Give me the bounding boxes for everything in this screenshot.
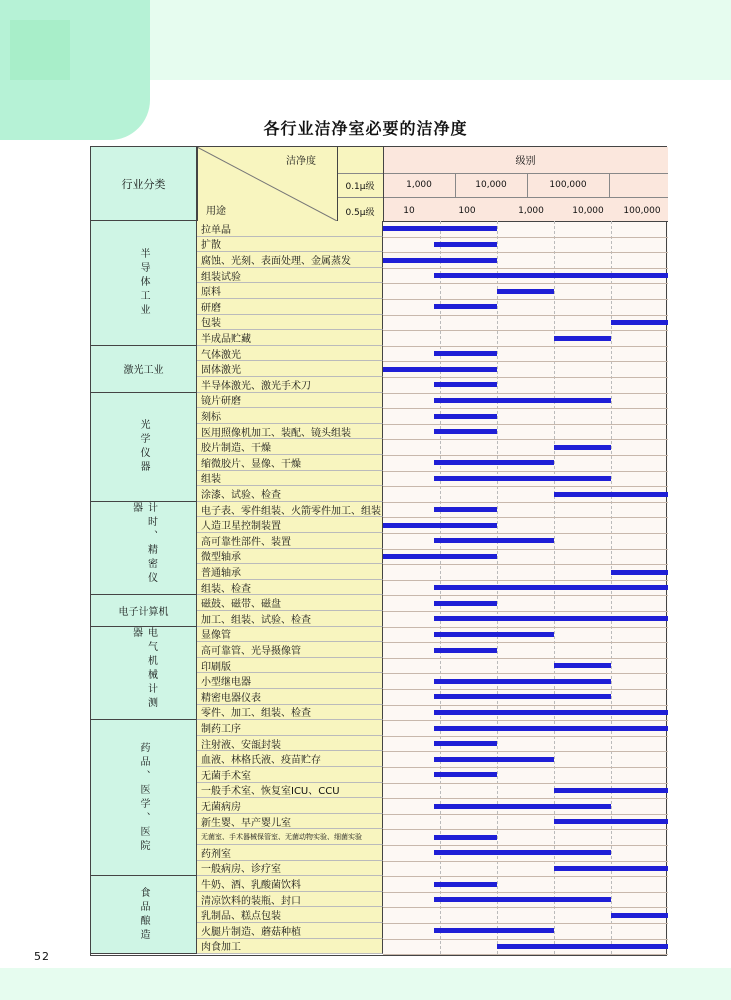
range-bar: [554, 336, 611, 341]
range-bar: [434, 710, 668, 715]
row-grid-line: [383, 814, 668, 815]
usage-cell: 零件、加工、组装、检查: [197, 705, 383, 721]
row-grid-line: [383, 408, 668, 409]
header-cleanliness: 洁净度: [286, 155, 316, 167]
range-bar: [611, 570, 668, 575]
header-row2-label: 0.5μ级: [345, 207, 375, 218]
range-bar: [611, 320, 668, 325]
usage-cell: 半成品贮藏: [197, 330, 383, 346]
usage-cell: 半导体激光、激光手术刀: [197, 377, 383, 393]
header-level: 级别: [515, 155, 536, 167]
header-vline-4: [455, 173, 456, 197]
usage-cell: 无菌手术室: [197, 767, 383, 783]
row-grid-line: [383, 751, 668, 752]
range-bar: [434, 476, 611, 481]
row-grid-line: [383, 564, 668, 565]
range-bar: [434, 585, 668, 590]
usage-cell: 微型轴承: [197, 549, 383, 565]
row-grid-line: [383, 892, 668, 893]
tick-row2-10000: 10,000: [572, 206, 604, 216]
row-grid-line: [383, 377, 668, 378]
usage-cell: 药剂室: [197, 845, 383, 861]
header-vline-3: [383, 147, 384, 221]
usage-cell: 新生婴、早产婴儿室: [197, 814, 383, 830]
range-bar: [383, 523, 497, 528]
usage-cell: 刻标: [197, 408, 383, 424]
row-grid-line: [383, 361, 668, 362]
range-bar: [434, 507, 497, 512]
row-grid-line: [383, 767, 668, 768]
corner-inner: [10, 20, 70, 80]
row-grid-line: [383, 237, 668, 238]
usage-cell: 一般病房、诊疗室: [197, 861, 383, 877]
row-grid-line: [383, 580, 668, 581]
range-bar: [434, 757, 554, 762]
category-cell: 电气机械计测器: [91, 627, 197, 721]
range-bar: [434, 741, 497, 746]
range-bar: [434, 538, 554, 543]
usage-cell: 镜片研磨: [197, 393, 383, 409]
usage-cell: 电子表、零件组装、火箭零件加工、组装: [197, 502, 383, 518]
usage-cell: 磁鼓、磁带、磁盘: [197, 595, 383, 611]
page-title: 各行业洁净室必要的洁净度: [263, 119, 468, 138]
range-bar: [434, 694, 611, 699]
usage-cell: 固体激光: [197, 361, 383, 377]
usage-cell: 火腿片制造、蘑菇种植: [197, 923, 383, 939]
range-bar: [554, 788, 668, 793]
usage-cell: 涂漆、试验、检查: [197, 486, 383, 502]
row-grid-line: [383, 658, 668, 659]
row-grid-line: [383, 783, 668, 784]
range-bar: [434, 835, 497, 840]
range-bar: [434, 382, 497, 387]
range-bar: [497, 944, 668, 949]
header-vline-2: [337, 147, 338, 221]
usage-cell: 精密电器仪表: [197, 689, 383, 705]
row-grid-line: [383, 424, 668, 425]
tick-row1-1000: 1,000: [406, 180, 432, 190]
usage-cell: 加工、组装、试验、检查: [197, 611, 383, 627]
range-bar: [434, 632, 554, 637]
usage-cell: 研磨: [197, 299, 383, 315]
row-grid-line: [383, 393, 668, 394]
range-bar: [434, 616, 668, 621]
usage-cell: 清凉饮料的装瓶、封口: [197, 892, 383, 908]
range-bar: [383, 226, 497, 231]
tick-row1-10000: 10,000: [475, 180, 507, 190]
range-bar: [434, 648, 497, 653]
range-bar: [554, 663, 611, 668]
usage-cell: 高可靠性部件、装置: [197, 533, 383, 549]
row-grid-line: [383, 689, 668, 690]
row-grid-line: [383, 720, 668, 721]
usage-cell: 印刷版: [197, 658, 383, 674]
category-cell: 药品、医学、医院: [91, 720, 197, 876]
usage-cell: 血液、林格氏液、疫苗贮存: [197, 751, 383, 767]
row-grid-line: [383, 455, 668, 456]
tick-row2-100: 100: [458, 206, 476, 216]
range-bar: [434, 772, 497, 777]
row-grid-line: [383, 939, 668, 940]
row-grid-line: [383, 876, 668, 877]
row-grid-line: [383, 283, 668, 284]
category-cell: 电子计算机: [91, 595, 197, 626]
range-bar: [434, 679, 611, 684]
usage-cell: 人造卫星控制装置: [197, 517, 383, 533]
usage-cell: 组装、检查: [197, 580, 383, 596]
usage-cell: 腐蚀、光刻、表面处理、金属蒸发: [197, 252, 383, 268]
range-bar: [434, 398, 611, 403]
row-grid-line: [383, 439, 668, 440]
row-grid-line: [383, 923, 668, 924]
header-category: 行业分类: [91, 147, 197, 221]
row-grid-line: [383, 611, 668, 612]
range-bar: [434, 897, 611, 902]
row-grid-line: [383, 673, 668, 674]
row-grid-line: [383, 954, 668, 955]
usage-cell: 高可靠管、光导摄像管: [197, 642, 383, 658]
range-bar: [434, 242, 497, 247]
row-grid-line: [383, 861, 668, 862]
row-grid-line: [383, 533, 668, 534]
header-line-1: [337, 173, 668, 174]
range-bar: [434, 928, 554, 933]
range-bar: [554, 445, 611, 450]
range-bar: [434, 304, 497, 309]
row-grid-line: [383, 627, 668, 628]
range-bar: [434, 351, 497, 356]
row-grid-line: [383, 502, 668, 503]
usage-cell: 原料: [197, 283, 383, 299]
header-usage: 用途: [206, 205, 226, 217]
range-bar: [434, 414, 497, 419]
range-bar: [434, 429, 497, 434]
tick-row2-10: 10: [403, 206, 415, 216]
row-grid-line: [383, 829, 668, 830]
usage-cell: 普通轴承: [197, 564, 383, 580]
row-grid-line: [383, 299, 668, 300]
row-grid-line: [383, 330, 668, 331]
row-grid-line: [383, 549, 668, 550]
usage-cell: 扩散: [197, 237, 383, 253]
header-vline-6: [609, 173, 610, 197]
range-bar: [434, 273, 668, 278]
row-grid-line: [383, 798, 668, 799]
usage-cell: 拉单晶: [197, 221, 383, 237]
header-line-2: [337, 197, 668, 198]
usage-cell: 一般手术室、恢复室ICU、CCU: [197, 783, 383, 799]
header-vline-1: [197, 147, 198, 221]
usage-cell: 乳制品、糕点包装: [197, 907, 383, 923]
range-bar: [383, 258, 497, 263]
range-bar: [434, 601, 497, 606]
row-grid-line: [383, 252, 668, 253]
row-grid-line: [383, 705, 668, 706]
header-row1-label: 0.1μ级: [345, 181, 375, 192]
usage-cell: 缩微胶片、显像、干燥: [197, 455, 383, 471]
bottom-band: [0, 968, 731, 1000]
header-vline-5: [527, 173, 528, 197]
range-bar: [434, 882, 497, 887]
usage-cell: 肉食加工: [197, 939, 383, 955]
usage-cell: 组装: [197, 471, 383, 487]
row-grid-line: [383, 268, 668, 269]
usage-cell: 牛奶、酒、乳酸菌饮料: [197, 876, 383, 892]
usage-cell: 显像管: [197, 627, 383, 643]
row-grid-line: [383, 471, 668, 472]
range-bar: [554, 819, 668, 824]
row-grid-line: [383, 642, 668, 643]
row-grid-line: [383, 736, 668, 737]
row-grid-line: [383, 595, 668, 596]
range-bar: [434, 850, 611, 855]
row-grid-line: [383, 486, 668, 487]
usage-cell: 医用照像机加工、装配、镜头组装: [197, 424, 383, 440]
category-cell: 半导体工业: [91, 221, 197, 346]
range-bar: [434, 460, 554, 465]
range-bar: [383, 554, 497, 559]
category-cell: 光学仪器: [91, 393, 197, 502]
tick-row1-100000: 100,000: [549, 180, 587, 190]
usage-cell: 制药工序: [197, 720, 383, 736]
cleanliness-table: [90, 146, 667, 956]
range-bar: [434, 726, 668, 731]
range-bar: [497, 289, 554, 294]
range-bar: [434, 804, 611, 809]
category-cell: 激光工业: [91, 346, 197, 393]
row-grid-line: [383, 517, 668, 518]
tick-row2-100000: 100,000: [623, 206, 661, 216]
range-bar: [611, 913, 668, 918]
row-grid-line: [383, 346, 668, 347]
range-bar: [383, 367, 497, 372]
row-grid-line: [383, 907, 668, 908]
usage-cell: 包装: [197, 315, 383, 331]
usage-cell: 注射液、安瓿封装: [197, 736, 383, 752]
usage-cell: 组装试验: [197, 268, 383, 284]
usage-cell: 胶片制造、干燥: [197, 439, 383, 455]
usage-cell: 小型继电器: [197, 673, 383, 689]
category-cell: 计时、精密仪器: [91, 502, 197, 596]
row-grid-line: [383, 845, 668, 846]
page-number: 52: [34, 950, 50, 963]
usage-cell: 无菌病房: [197, 798, 383, 814]
row-grid-line: [383, 315, 668, 316]
category-cell: 食品酿造: [91, 876, 197, 954]
tick-row2-1000: 1,000: [518, 206, 544, 216]
usage-cell: 无菌室、手术器械保管室、无菌动物实验、细菌实验: [197, 829, 383, 845]
range-bar: [554, 866, 668, 871]
range-bar: [554, 492, 668, 497]
usage-cell: 气体激光: [197, 346, 383, 362]
